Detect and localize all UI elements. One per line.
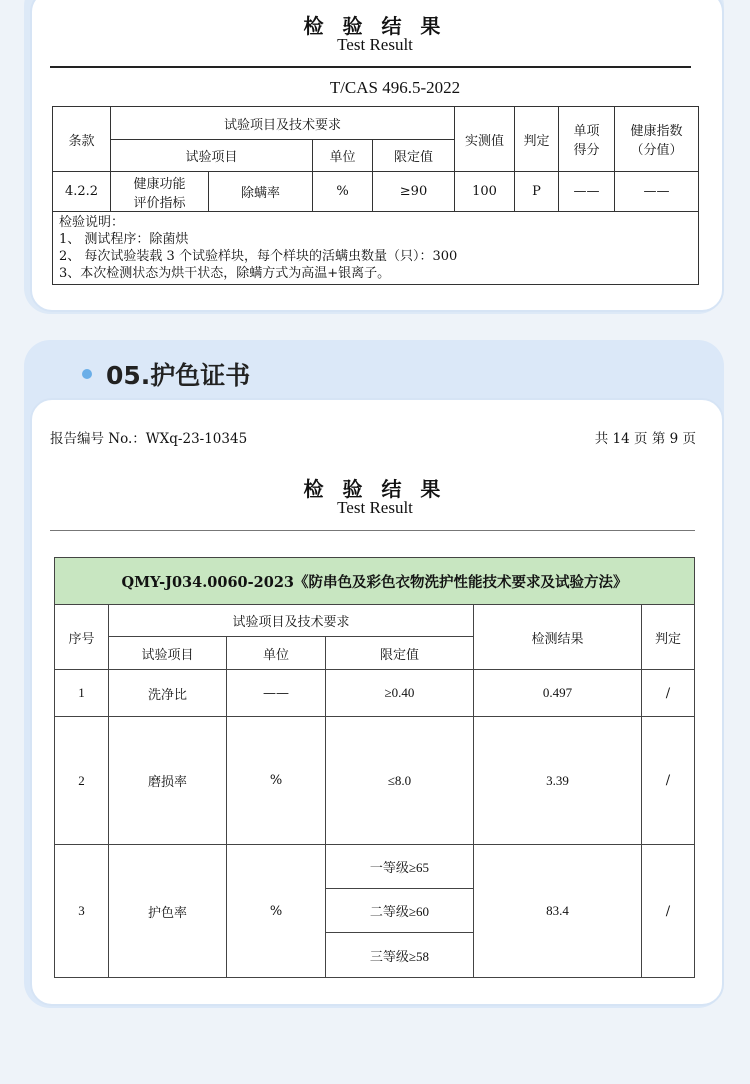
row-result: 3.39 (474, 717, 642, 845)
row-result: 83.4 (474, 845, 642, 978)
header-item: 试验项目 (111, 140, 313, 172)
row-result: 0.497 (474, 670, 642, 717)
row-item: 磨损率 (109, 717, 227, 845)
standard-title: QMY-J034.0060-2023《防串色及彩色衣物洗护性能技术要求及试验方法》 (55, 558, 695, 605)
row-seq: 1 (55, 670, 109, 717)
note-line: 3、本次检测状态为烘干状态，除螨方式为高温+银离子。 (59, 266, 391, 281)
row-limit-grade-1: 一等级≥65 (326, 845, 474, 889)
header-measured: 实测值 (455, 107, 515, 172)
row-item: 护色率 (109, 845, 227, 978)
header-judge: 判定 (642, 605, 695, 670)
header-limit: 限定值 (373, 140, 455, 172)
row-limit: ≥0.40 (326, 670, 474, 717)
row-judge: P (515, 172, 559, 212)
row-index: —— (615, 172, 699, 212)
bullet-dot-icon (82, 369, 92, 379)
note-line: 2、 每次试验装载 3 个试验样块，每个样块的活螨虫数量（只）：300 (59, 249, 458, 264)
section-header (82, 356, 250, 392)
card2-title-en: Test Result (337, 498, 413, 517)
row-judge: / (642, 717, 695, 845)
header-health-index (615, 107, 699, 172)
card2-result-table (54, 557, 695, 978)
row-limit: ≤8.0 (326, 717, 474, 845)
row-category (111, 172, 209, 212)
row-judge: / (642, 670, 695, 717)
row-limit: ≥90 (373, 172, 455, 212)
table-row (55, 845, 695, 889)
header-item: 试验项目 (109, 637, 227, 670)
header-unit: 单位 (227, 637, 326, 670)
header-limit: 限定值 (326, 637, 474, 670)
report-number: 报告编号 No.：WXq-23-10345 (50, 431, 248, 447)
header-judge: 判定 (515, 107, 559, 172)
row-unit: % (227, 845, 326, 978)
row-score: —— (559, 172, 615, 212)
row-category-l2: 评价指标 (133, 195, 186, 211)
card1-title-cn: 检 验 结 果 (303, 14, 447, 38)
test-notes (53, 212, 699, 285)
note-line: 检验说明： (59, 215, 125, 230)
table-row (55, 717, 695, 845)
row-item: 除螨率 (209, 172, 313, 212)
header-group: 试验项目及技术要求 (111, 107, 455, 140)
page-info: 共 14 页 第 9 页 (594, 431, 696, 447)
row-seq: 3 (55, 845, 109, 978)
header-unit: 单位 (313, 140, 373, 172)
card2-divider (50, 530, 695, 531)
row-unit: % (227, 717, 326, 845)
card1-title-en: Test Result (337, 35, 413, 54)
card1-result-table (52, 106, 699, 285)
card2-title-cn: 检 验 结 果 (303, 477, 447, 501)
row-unit: —— (227, 670, 326, 717)
header-health-index-l1: 健康指数 (630, 124, 683, 139)
row-unit: % (313, 172, 373, 212)
row-item: 洗净比 (109, 670, 227, 717)
row-measured: 100 (455, 172, 515, 212)
section-title: 05.护色证书 (106, 361, 251, 390)
card1-standard: T/CAS 496.5-2022 (329, 78, 461, 97)
row-limit-grade-2: 二等级≥60 (326, 889, 474, 933)
header-seq: 序号 (55, 605, 109, 670)
card1-divider (50, 66, 691, 68)
row-seq: 2 (55, 717, 109, 845)
row-limit-grade-3: 三等级≥58 (326, 933, 474, 978)
table-row (55, 670, 695, 717)
header-group: 试验项目及技术要求 (109, 605, 474, 637)
header-single-score-l1: 单项 (573, 124, 600, 139)
row-clause: 4.2.2 (53, 172, 111, 212)
header-single-score (559, 107, 615, 172)
note-line: 1、 测试程序：除菌烘 (59, 232, 189, 247)
header-single-score-l2: 得分 (573, 143, 600, 158)
header-result: 检测结果 (474, 605, 642, 670)
row-category-l1: 健康功能 (133, 176, 186, 192)
row-judge: / (642, 845, 695, 978)
header-clause: 条款 (53, 107, 111, 172)
header-health-index-l2: （分值） (630, 143, 683, 158)
